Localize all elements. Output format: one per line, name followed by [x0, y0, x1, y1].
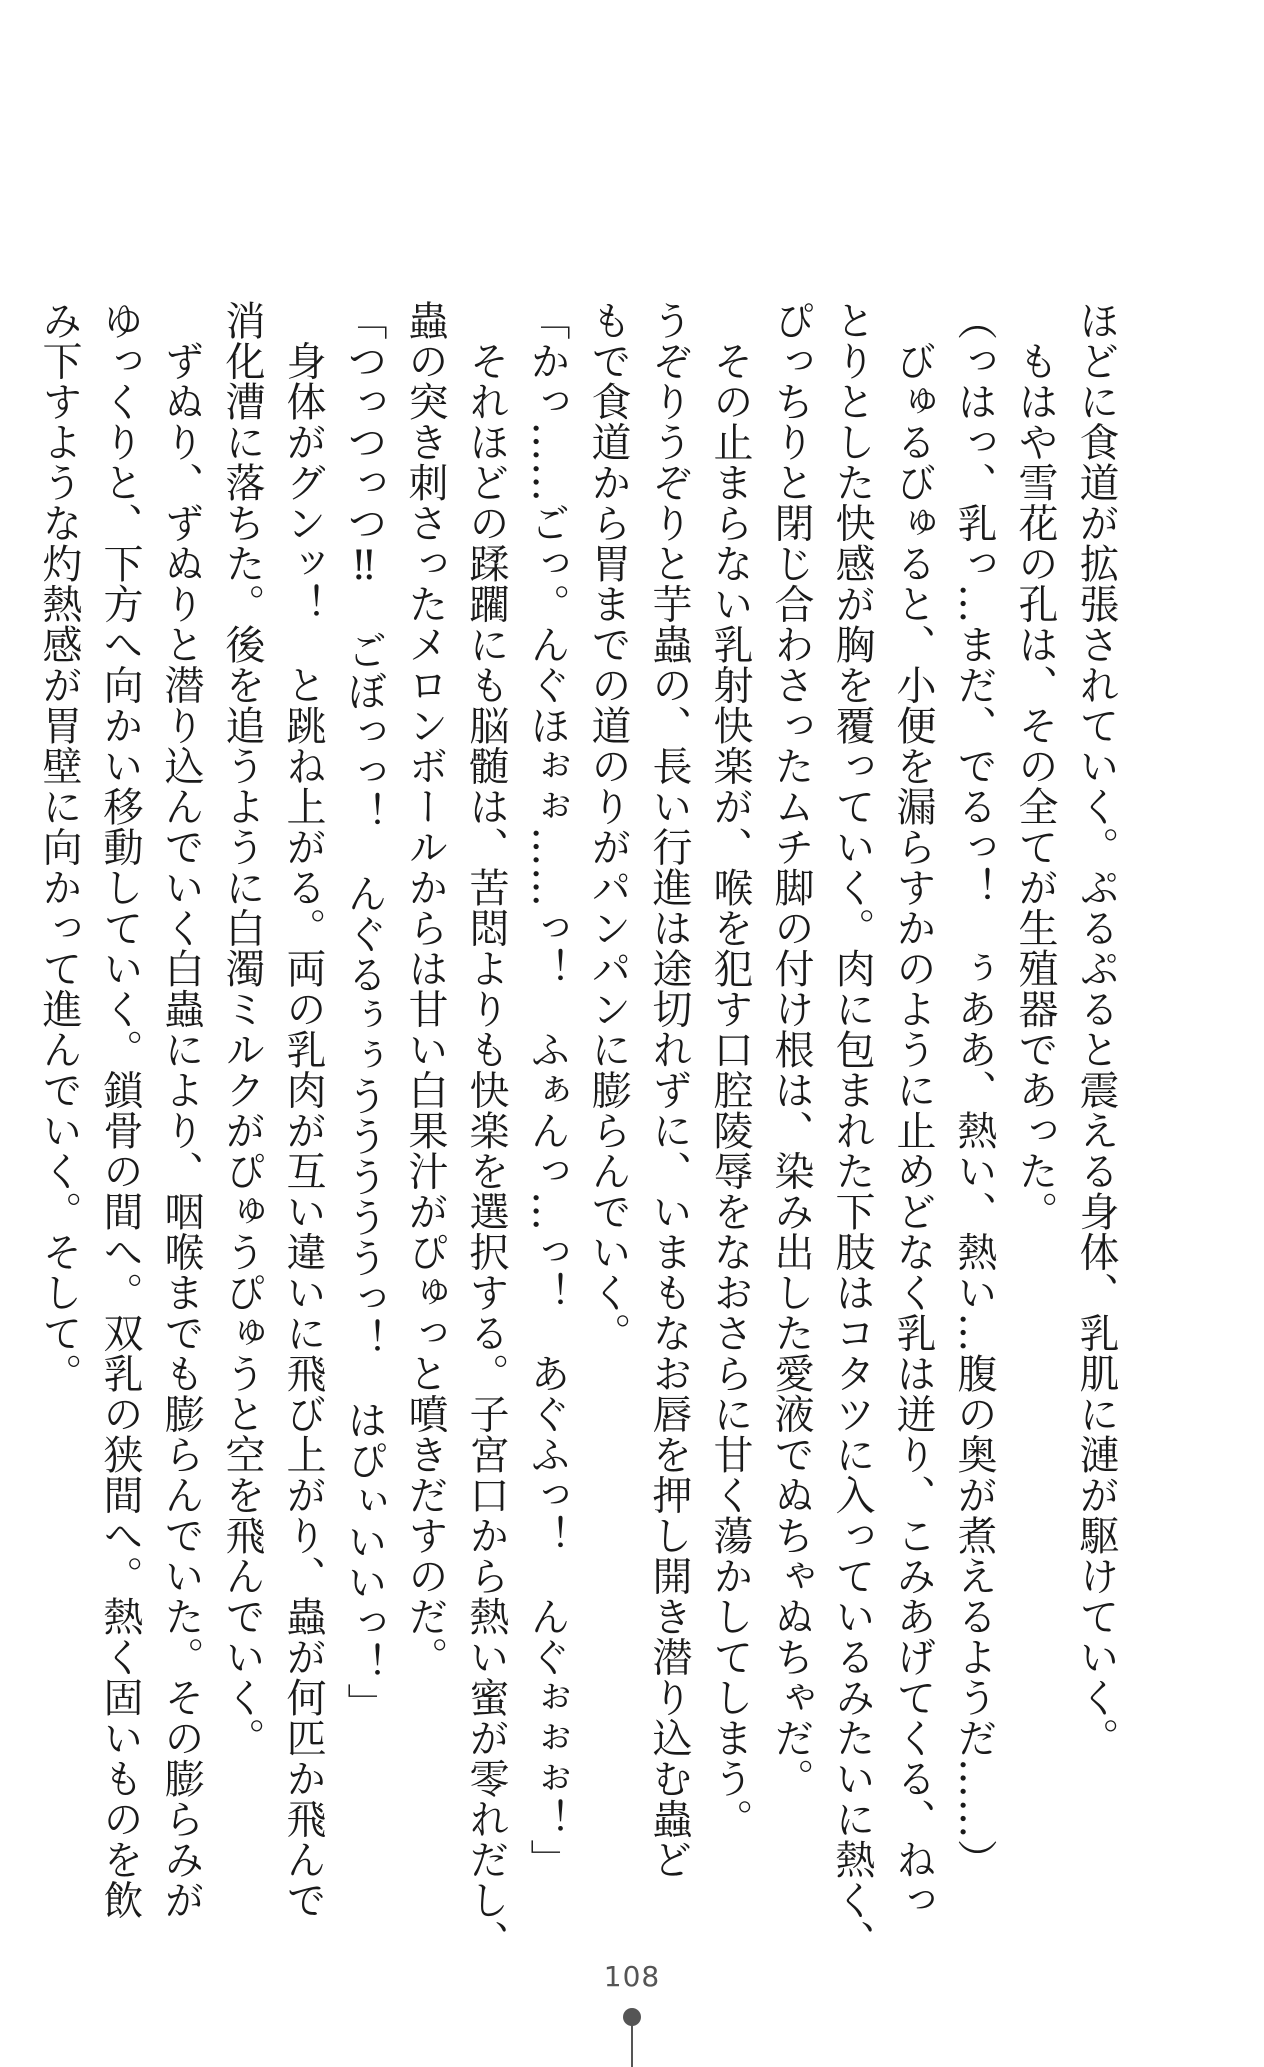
page-number: 108 — [603, 1960, 661, 1993]
text-line: その止まらない乳射快楽が、喉を犯す口腔陵辱をなおさらに甘く蕩かしてしまう。 — [707, 300, 753, 1839]
vertical-text-body — [28, 300, 1126, 1961]
text-line: それほどの蹂躙にも脳髄は、苦悶よりも快楽を選択する。子宮口から熱い蜜が零れだし、 — [463, 300, 509, 1961]
text-line: とりとした快感が胸を覆っていく。肉に包まれた下肢はコタツに入っているみたいに熱く、 — [829, 300, 875, 1961]
text-line: 「つっつっつ‼ ごぼっっ！ んぐるぅぅうううううっ！ はぴぃいいっ！」 — [341, 300, 387, 1724]
text-line: もで食道から胃までの道のりがパンパンに膨らんでいく。 — [585, 300, 631, 1353]
text-line: 蟲の突き刺さったメロンボールからは甘い白果汁がぴゅっと噴きだすのだ。 — [402, 300, 448, 1677]
page-marker-line — [631, 2024, 633, 2067]
text-line: （っはっ、乳っ…まだ、でるっ！ ぅああ、熱い、熱い…腹の奥が煮えるようだ……） — [951, 300, 997, 1880]
text-line: 身体がグンッ！ と跳ね上がる。両の乳肉が互い違いに飛び上がり、蟲が何匹か飛んで — [280, 300, 326, 1920]
text-line: み下すような灼熱感が胃壁に向かって進んでいく。そして。 — [36, 300, 82, 1394]
text-line: ゆっくりと、下方へ向かい移動していく。鎖骨の間へ。双乳の狭間へ。熱く固いものを飲 — [97, 300, 143, 1920]
text-line: 消化漕に落ちた。後を追うように白濁ミルクがぴゅうぴゅうと空を飛んでいく。 — [219, 300, 265, 1758]
text-line: ほどに食道が拡張されていく。ぷるぷると震える身体、乳肌に漣が駆けていく。 — [1073, 300, 1119, 1758]
text-line: ずぬり、ずぬりと潜り込んでいく白蟲により、咽喉までも膨らんでいた。その膨らみが — [158, 300, 204, 1920]
text-line: ぴっちりと閉じ合わさったムチ脚の付け根は、染み出した愛液でぬちゃぬちゃだ。 — [768, 300, 814, 1799]
text-line: びゅるびゅると、小便を漏らすかのように止めどなく乳は迸り、こみあげてくる、ねっ — [890, 300, 936, 1920]
text-line: うぞりうぞりと芋蟲の、長い行進は途切れずに、いまもなお唇を押し開き潜り込む蟲ど — [646, 300, 692, 1880]
text-line: もはや雪花の孔は、その全てが生殖器であった。 — [1012, 300, 1058, 1232]
text-line: 「かっ……ごっ。んぐほぉぉ……っ！ ふぁんっ…っ！ あぐふっ！ んぐぉぉぉ！」 — [524, 300, 570, 1880]
